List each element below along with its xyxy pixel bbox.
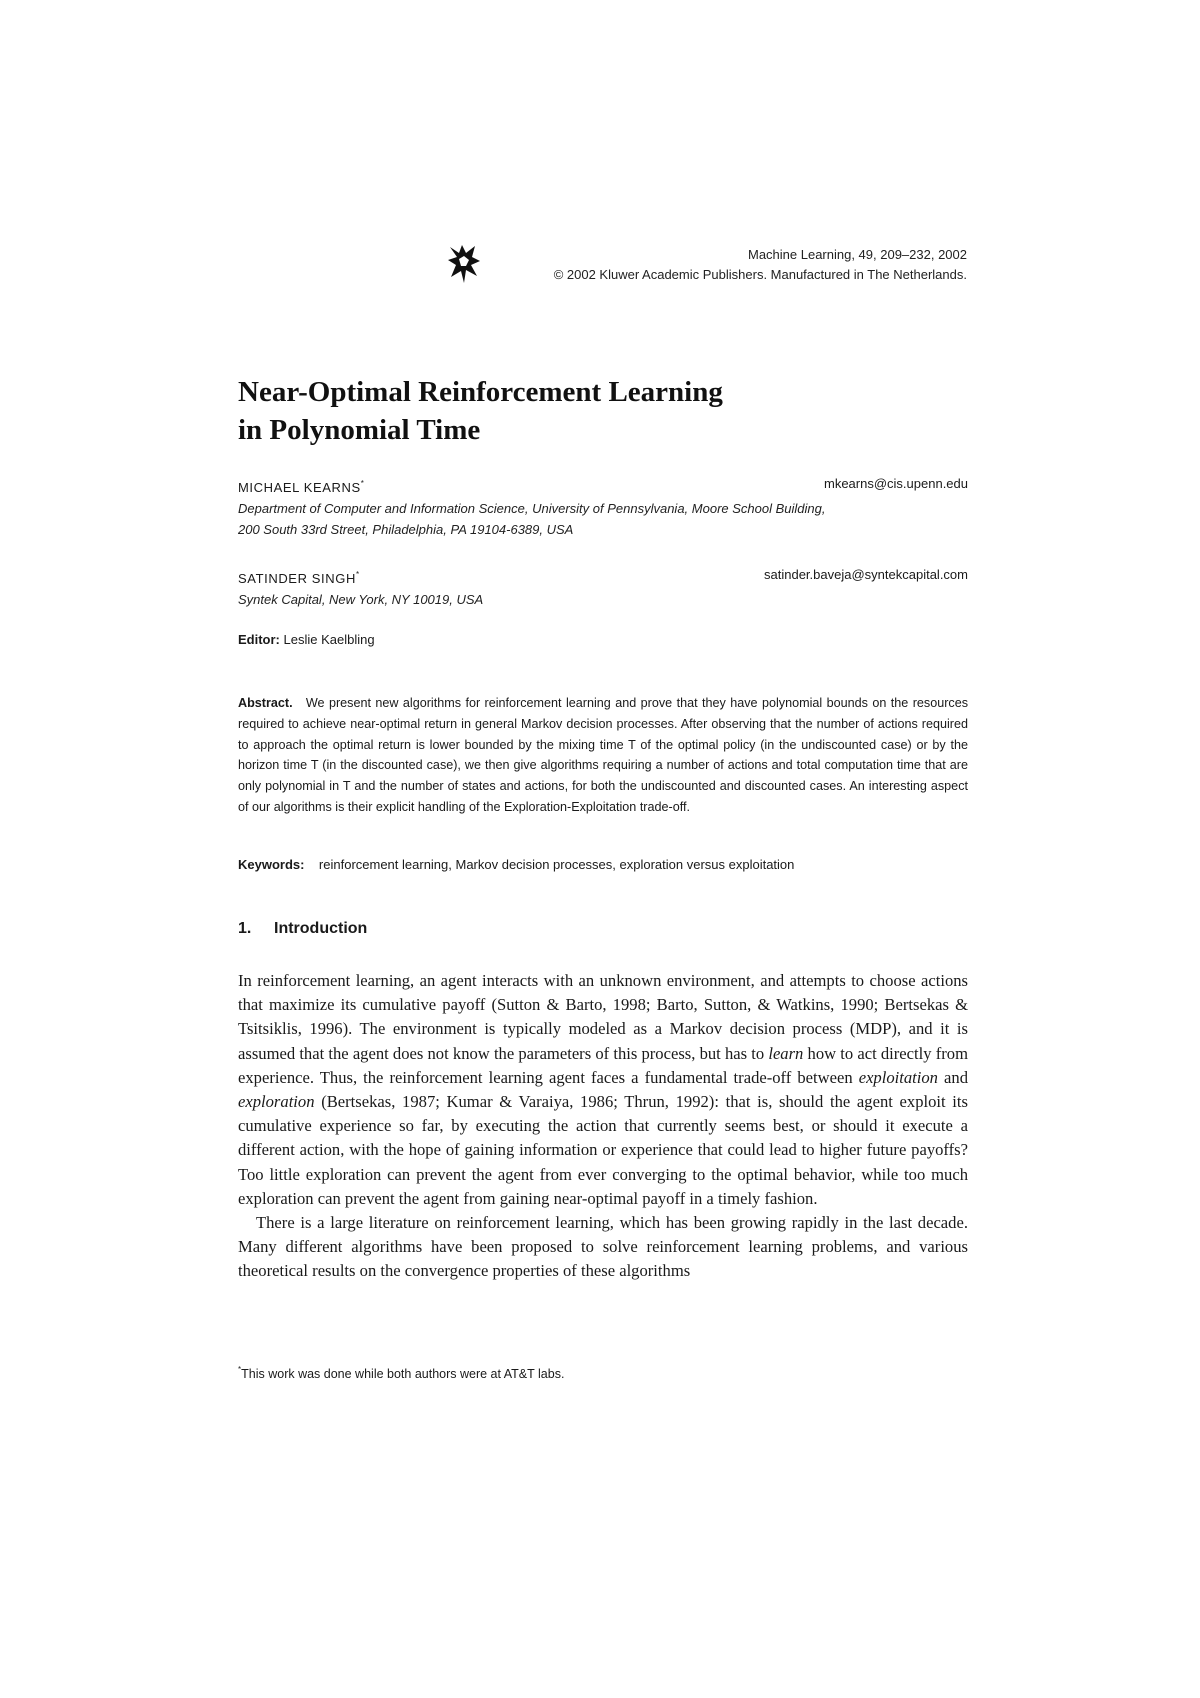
editor-line [238,632,375,647]
copyright-line: © 2002 Kluwer Academic Publishers. Manufactured in The Netherlands. [553,267,967,282]
section-number: 1. [238,920,252,937]
keywords-label: Keywords: [238,857,305,872]
editor-name: Leslie Kaelbling [283,632,375,647]
paper-title [238,373,723,449]
footnote-mark: * [238,1365,242,1374]
author-name: SATINDER SINGH [238,571,356,586]
abstract [238,693,968,818]
section-heading [238,920,367,938]
footnote [238,1365,564,1381]
author-name-wrapper [238,564,359,589]
body-paragraph [238,969,968,1211]
title-line-1: Near-Optimal Reinforcement Learning [238,376,723,408]
title-line-2: in Polynomial Time [238,414,481,446]
author-affiliation: 200 South 33rd Street, Philadelphia, PA 19104-6389, USA [238,522,574,537]
author-email: satinder.baveja@syntekcapital.com [764,567,968,582]
journal-line: Machine Learning, 49, 209–232, 2002 [747,247,967,262]
author-name-wrapper [238,473,364,498]
body-text [238,969,968,1284]
abstract-label: Abstract. [238,696,293,710]
author-block-1 [238,473,968,540]
author-affiliation: Syntek Capital, New York, NY 10019, USA [238,592,484,607]
author-name: MICHAEL KEARNS [238,480,361,495]
journal-header [447,243,967,287]
author-affiliation: Department of Computer and Information Science, University of Pennsylvania, Moore School Building, [238,501,826,516]
abstract-text: We present new algorithms for reinforcement learning and prove that they have polynomial bounds on the resources required to achieve near-optimal return in general Markov decision processes. After observing that the number of actions required to approach the optimal return is lower bounded by the mixing time T of the optimal policy (in the undiscounted case) or by the horizon time T (in the discounted case), we then give algorithms requiring a number of actions and total computation time that are only polynomial in T and the number of states and actions, for both the undiscounted and discounted cases. An interesting aspect of our algorithms is their explicit handling of the Exploration-Exploitation trade-off. [238,696,969,814]
journal-citation [554,245,967,285]
publisher-logo-icon [447,243,481,285]
author-email: mkearns@cis.upenn.edu [824,476,968,491]
author-footnote-mark: * [360,479,364,488]
body-text-run: (Bertsekas, 1987; Kumar & Varaiya, 1986; Thrun, 1992): that is, should the agent exploit its cumulative experience so far, by executing the action that currently seems best, or should it execute a different action, with the hope of gaining information or experience that could lead to higher future payoffs? Too little exploration can prevent the agent from ever converging to the optimal behavior, while too much exploration can prevent the agent from gaining near-optimal payoff in a timely fashion. [238,1092,968,1208]
keywords-text: reinforcement learning, Markov decision processes, exploration versus exploitation [318,857,795,872]
editor-label: Editor: [238,632,280,647]
emphasis: learn [768,1043,804,1063]
keywords [238,857,968,872]
body-paragraph: There is a large literature on reinforcement learning, which has been growing rapidly in the last decade. Many different algorithms have been proposed to solve reinforcement learning problems, and various theoretical results on the convergence properties of these algorithms [238,1213,968,1281]
body-text-run: and [937,1067,969,1087]
emphasis: exploration [238,1092,315,1112]
emphasis: exploitation [858,1067,938,1087]
footnote-text: This work was done while both authors were at AT&T labs. [241,1367,565,1381]
body-text-run: how to act directly from experience. Thus, the reinforcement learning agent faces a fundamental trade-off between [238,1043,968,1087]
body-text-run: In reinforcement learning, an agent interacts with an unknown environment, and attempts to choose actions that maximize its cumulative payoff (Sutton & Barto, 1998; Barto, Sutton, & Watkins, 1990; Bertsekas & Tsitsiklis, 1996). The environment is typically modeled as a Markov decision process (MDP), and it is assumed that the agent does not know the parameters of this process, but has to [238,971,968,1063]
author-block-2 [238,564,968,610]
section-title: Introduction [274,920,368,937]
author-footnote-mark: * [355,570,360,579]
